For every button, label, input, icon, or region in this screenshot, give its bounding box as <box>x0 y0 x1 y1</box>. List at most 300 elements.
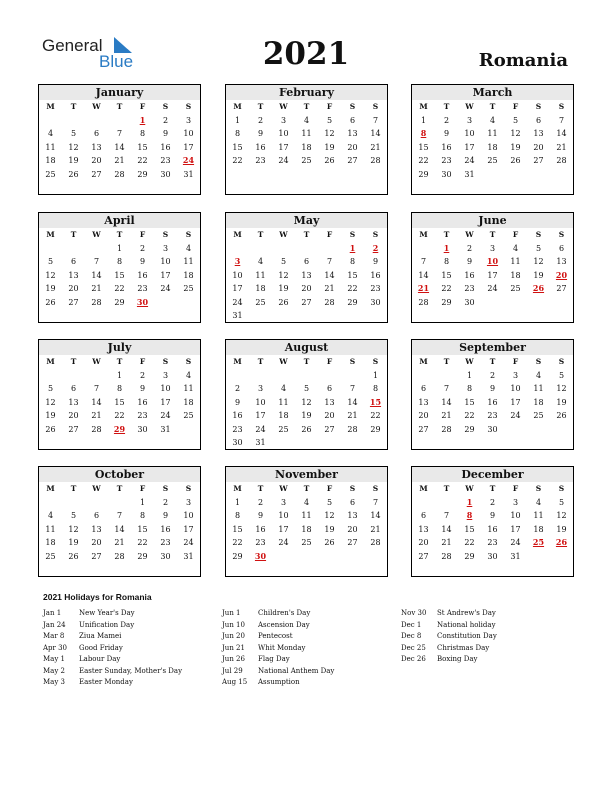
month-title: September <box>412 340 573 355</box>
weekday-label: S <box>535 357 542 366</box>
day-cell: 7 <box>93 257 100 266</box>
day-cell: 11 <box>45 142 56 152</box>
day-cell <box>504 423 527 437</box>
day-cell: 8 <box>116 257 123 266</box>
day-cell: 3 <box>466 115 473 125</box>
week-row <box>226 141 387 155</box>
day-cell: 28 <box>347 424 358 434</box>
day-cell: 13 <box>324 397 335 407</box>
weekday-label: W <box>92 102 101 111</box>
week-row <box>39 536 200 550</box>
day-cell: 20 <box>533 142 544 152</box>
weekday-label: F <box>139 357 146 366</box>
day-cell: 4 <box>47 129 54 138</box>
weekday-label: S <box>349 357 356 366</box>
day-cell: 16 <box>487 524 498 534</box>
holiday-name: New Year's Day <box>79 609 135 617</box>
week-row <box>39 396 200 410</box>
weekday-label: T <box>116 357 123 366</box>
month-may <box>225 212 388 323</box>
day-cell <box>295 550 318 564</box>
day-cell: 30 <box>441 169 452 179</box>
day-cell: 26 <box>510 156 521 165</box>
holiday-name: Good Friday <box>79 643 123 652</box>
day-cell: 14 <box>324 270 335 280</box>
week-row <box>412 550 573 564</box>
day-cell <box>62 114 85 128</box>
day-cell: 18 <box>45 156 56 165</box>
day-cell: 27 <box>301 297 312 307</box>
day-cell: 5 <box>535 243 542 253</box>
day-cell <box>527 168 550 182</box>
holiday-date: Mar 8 <box>43 632 65 640</box>
weekday-label: S <box>185 102 192 111</box>
day-cell <box>85 496 108 510</box>
day-cell: 25 <box>301 156 312 165</box>
week-row <box>412 396 573 410</box>
day-cell: 1 <box>466 370 473 380</box>
day-cell: 22 <box>464 411 475 420</box>
month-march <box>411 84 574 195</box>
day-cell: 27 <box>347 156 358 165</box>
holiday-date: Dec 25 <box>401 643 426 652</box>
day-cell: 5 <box>558 497 565 507</box>
holiday-name: Unification Day <box>79 620 135 629</box>
day-cell: 23 <box>441 156 452 165</box>
day-cell: 14 <box>91 270 102 280</box>
day-cell: 1 <box>234 497 241 507</box>
day-cell: 15 <box>137 142 148 152</box>
day-cell: 25 <box>301 538 312 547</box>
day-cell: 27 <box>324 424 335 434</box>
day-cell: 6 <box>70 384 77 393</box>
day-cell: 30 <box>487 424 498 434</box>
day-cell: 7 <box>349 384 356 393</box>
day-cell: 21 <box>114 156 125 165</box>
week-row <box>39 269 200 283</box>
day-cell: 26 <box>324 538 335 547</box>
day-cell <box>364 550 387 564</box>
holiday-day-cell: 30 <box>254 550 267 561</box>
day-cell: 23 <box>160 538 171 547</box>
weekday-label: W <box>465 484 474 493</box>
day-cell: 21 <box>370 142 381 152</box>
day-cell <box>527 296 550 310</box>
day-cell: 31 <box>232 311 243 320</box>
holiday-entry <box>222 620 334 632</box>
day-cell <box>364 436 387 450</box>
weekday-header <box>39 355 200 369</box>
day-cell: 8 <box>443 257 450 266</box>
weekday-header <box>226 355 387 369</box>
holiday-entry <box>222 654 334 666</box>
week-row <box>39 382 200 396</box>
weekday-header <box>226 100 387 114</box>
holiday-name: Christmas Day <box>437 643 490 652</box>
day-cell: 18 <box>45 538 56 547</box>
holiday-entry <box>43 677 182 689</box>
month-august <box>225 339 388 450</box>
week-row <box>39 127 200 141</box>
day-cell: 5 <box>326 115 333 125</box>
day-cell: 17 <box>278 524 289 534</box>
day-cell: 29 <box>114 297 125 307</box>
day-cell: 7 <box>116 129 123 138</box>
weekday-label: F <box>326 230 333 239</box>
day-cell: 25 <box>183 411 194 420</box>
week-row <box>412 523 573 537</box>
day-cell <box>85 369 108 383</box>
day-cell <box>108 114 131 128</box>
month-title: March <box>412 85 573 100</box>
day-cell: 7 <box>372 497 379 507</box>
day-cell <box>272 550 295 564</box>
week-row <box>39 423 200 437</box>
day-cell: 24 <box>232 297 243 307</box>
day-cell: 16 <box>464 270 475 280</box>
holiday-entry <box>43 631 182 643</box>
day-cell: 27 <box>533 156 544 165</box>
calendar-year: 2021 <box>262 36 350 72</box>
weekday-label: S <box>535 102 542 111</box>
day-cell: 15 <box>137 524 148 534</box>
day-cell: 5 <box>70 511 77 520</box>
day-cell: 12 <box>301 397 312 407</box>
week-row <box>39 509 200 523</box>
week-row <box>226 296 387 310</box>
holiday-entry <box>222 643 334 655</box>
day-cell <box>412 242 435 256</box>
day-cell: 29 <box>418 169 429 179</box>
day-cell <box>504 168 527 182</box>
weekday-header <box>412 355 573 369</box>
day-cell: 28 <box>91 297 102 307</box>
day-cell: 18 <box>255 284 266 293</box>
week-row <box>412 536 573 550</box>
day-cell: 18 <box>487 142 498 152</box>
day-cell: 11 <box>533 511 544 520</box>
holiday-date: Jun 10 <box>222 620 245 629</box>
weekday-label: S <box>372 357 379 366</box>
day-cell: 6 <box>558 243 565 253</box>
day-cell: 7 <box>93 384 100 393</box>
weekday-label: W <box>279 357 288 366</box>
holiday-name: St Andrew's Day <box>437 609 496 617</box>
week-row <box>39 550 200 564</box>
month-april <box>38 212 201 323</box>
weekday-label: W <box>465 230 474 239</box>
weekday-header <box>412 228 573 242</box>
day-cell: 19 <box>68 156 79 165</box>
weekday-label: S <box>162 102 169 111</box>
day-cell: 30 <box>137 424 148 434</box>
holiday-date: Jan 24 <box>43 620 66 629</box>
day-cell: 24 <box>278 538 289 547</box>
day-cell: 30 <box>160 169 171 179</box>
weekday-label: M <box>46 357 55 366</box>
day-cell <box>364 309 387 323</box>
day-cell: 14 <box>441 524 452 534</box>
day-cell: 15 <box>464 524 475 534</box>
weekday-label: W <box>92 230 101 239</box>
day-cell: 17 <box>510 524 521 534</box>
holiday-day-cell: 1 <box>349 242 356 253</box>
week-row <box>226 523 387 537</box>
week-row <box>412 369 573 383</box>
day-cell: 29 <box>137 169 148 179</box>
day-cell <box>295 436 318 450</box>
day-cell <box>527 550 550 564</box>
day-cell: 28 <box>370 538 381 547</box>
holiday-entry <box>401 631 497 643</box>
day-cell: 6 <box>535 115 542 125</box>
holiday-name: Pentecost <box>258 632 293 640</box>
day-cell: 2 <box>466 243 473 253</box>
weekday-header <box>226 228 387 242</box>
day-cell: 27 <box>91 169 102 179</box>
day-cell <box>108 496 131 510</box>
week-row <box>412 382 573 396</box>
day-cell: 23 <box>487 538 498 547</box>
week-row <box>226 536 387 550</box>
day-cell: 13 <box>347 129 358 138</box>
day-cell: 8 <box>466 384 473 393</box>
week-row <box>39 141 200 155</box>
holiday-day-cell: 15 <box>369 396 382 407</box>
country-name: Romania <box>478 50 568 71</box>
week-row <box>39 255 200 269</box>
holiday-name: Easter Monday <box>79 678 133 686</box>
day-cell: 17 <box>183 524 194 534</box>
day-cell: 2 <box>489 497 496 507</box>
week-row <box>226 509 387 523</box>
logo-text-blue: Blue <box>99 52 134 71</box>
weekday-label: T <box>489 102 496 111</box>
day-cell: 15 <box>114 270 125 280</box>
weekday-label: F <box>512 357 519 366</box>
weekday-label: S <box>162 484 169 493</box>
week-row <box>226 423 387 437</box>
day-cell: 30 <box>232 438 243 447</box>
day-cell: 19 <box>278 284 289 293</box>
day-cell: 26 <box>301 424 312 434</box>
weekday-label: S <box>558 484 565 493</box>
holiday-day-cell: 8 <box>466 510 473 520</box>
weekday-label: T <box>70 357 77 366</box>
day-cell: 30 <box>487 551 498 561</box>
weekday-label: T <box>116 484 123 493</box>
day-cell: 8 <box>139 129 146 138</box>
day-cell: 29 <box>464 424 475 434</box>
weekday-label: S <box>349 484 356 493</box>
day-cell: 17 <box>160 397 171 407</box>
weekday-label: M <box>46 230 55 239</box>
day-cell: 23 <box>464 284 475 293</box>
day-cell: 22 <box>137 156 148 165</box>
holiday-day-cell: 26 <box>555 537 568 547</box>
day-cell: 9 <box>162 511 169 520</box>
weekday-label: F <box>139 102 146 111</box>
week-row <box>412 168 573 182</box>
day-cell: 13 <box>556 257 567 266</box>
day-cell: 4 <box>489 115 496 125</box>
day-cell <box>177 296 200 310</box>
week-row <box>39 282 200 296</box>
day-cell: 19 <box>533 270 544 280</box>
weekday-label: F <box>512 102 519 111</box>
day-cell <box>341 550 364 564</box>
holiday-entry <box>222 608 334 620</box>
weekday-label: T <box>303 102 310 111</box>
weekday-label: T <box>443 484 450 493</box>
day-cell: 3 <box>280 115 287 125</box>
holiday-day-cell: 29 <box>113 423 126 434</box>
weekday-label: S <box>372 102 379 111</box>
day-cell: 9 <box>257 129 264 138</box>
day-cell: 11 <box>301 129 312 138</box>
day-cell: 25 <box>45 169 56 179</box>
weekday-label: S <box>558 357 565 366</box>
weekday-label: T <box>489 357 496 366</box>
week-row <box>412 127 573 141</box>
day-cell <box>177 423 200 437</box>
week-row <box>39 242 200 256</box>
weekday-label: F <box>512 484 519 493</box>
holiday-day-cell: 26 <box>532 283 545 293</box>
day-cell: 3 <box>162 370 169 380</box>
day-cell <box>39 369 62 383</box>
day-cell: 25 <box>45 551 56 561</box>
day-cell: 13 <box>418 397 429 407</box>
day-cell: 3 <box>512 497 519 507</box>
day-cell: 3 <box>512 370 519 380</box>
day-cell <box>62 242 85 256</box>
day-cell <box>249 369 272 383</box>
day-cell: 10 <box>510 384 521 393</box>
day-cell: 23 <box>255 156 266 165</box>
weekday-label: T <box>443 357 450 366</box>
day-cell: 10 <box>255 397 266 407</box>
day-cell: 12 <box>68 142 79 152</box>
day-cell <box>272 436 295 450</box>
day-cell: 20 <box>347 524 358 534</box>
day-cell: 18 <box>533 397 544 407</box>
weekday-label: T <box>257 484 264 493</box>
week-row <box>412 409 573 423</box>
day-cell: 20 <box>91 538 102 547</box>
day-cell: 13 <box>91 524 102 534</box>
holiday-list <box>43 592 583 686</box>
holiday-name: Constitution Day <box>437 632 497 640</box>
day-cell: 1 <box>420 115 427 125</box>
day-cell: 14 <box>418 270 429 280</box>
day-cell <box>550 296 573 310</box>
weekday-header <box>226 482 387 496</box>
day-cell <box>272 309 295 323</box>
holiday-date: Jul 29 <box>222 666 243 675</box>
week-row <box>226 550 387 564</box>
month-december <box>411 466 574 577</box>
day-cell: 21 <box>324 284 335 293</box>
day-cell: 27 <box>556 284 567 293</box>
day-cell: 30 <box>160 551 171 561</box>
weekday-label: M <box>46 102 55 111</box>
day-cell: 7 <box>443 384 450 393</box>
weekday-label: S <box>535 484 542 493</box>
weekday-label: S <box>185 484 192 493</box>
weekday-label: W <box>279 484 288 493</box>
weekday-label: F <box>326 484 333 493</box>
day-cell: 26 <box>556 411 567 420</box>
day-cell: 11 <box>183 384 194 393</box>
day-cell <box>295 369 318 383</box>
day-cell <box>62 496 85 510</box>
day-cell: 21 <box>441 411 452 420</box>
holiday-day-cell: 1 <box>466 496 473 507</box>
week-row <box>39 523 200 537</box>
month-title: October <box>39 467 200 482</box>
weekday-label: S <box>558 102 565 111</box>
day-cell: 28 <box>418 297 429 307</box>
day-cell: 28 <box>441 551 452 561</box>
day-cell: 9 <box>257 511 264 520</box>
month-february <box>225 84 388 195</box>
holiday-entry <box>43 666 182 678</box>
holiday-name: Assumption <box>258 678 300 686</box>
week-row <box>226 369 387 383</box>
day-cell: 24 <box>160 284 171 293</box>
day-cell <box>154 296 177 310</box>
day-cell: 6 <box>70 257 77 266</box>
month-november <box>225 466 388 577</box>
day-cell: 12 <box>324 511 335 520</box>
day-cell: 6 <box>420 511 427 520</box>
week-row <box>226 242 387 256</box>
day-cell: 15 <box>114 397 125 407</box>
day-cell: 14 <box>347 397 358 407</box>
day-cell <box>39 496 62 510</box>
day-cell: 27 <box>91 551 102 561</box>
holiday-day-cell: 3 <box>234 256 241 266</box>
day-cell: 22 <box>464 538 475 547</box>
day-cell: 14 <box>441 397 452 407</box>
day-cell: 29 <box>370 424 381 434</box>
weekday-label: S <box>162 357 169 366</box>
day-cell: 22 <box>232 156 243 165</box>
week-row <box>226 436 387 450</box>
day-cell: 29 <box>232 551 243 561</box>
weekday-label: T <box>443 102 450 111</box>
day-cell: 28 <box>324 297 335 307</box>
day-cell <box>318 436 341 450</box>
weekday-header <box>39 482 200 496</box>
day-cell: 4 <box>185 370 192 380</box>
day-cell <box>318 309 341 323</box>
day-cell: 9 <box>466 257 473 266</box>
day-cell: 7 <box>116 511 123 520</box>
day-cell: 4 <box>535 370 542 380</box>
day-cell: 24 <box>510 411 521 420</box>
day-cell: 14 <box>114 142 125 152</box>
day-cell <box>85 114 108 128</box>
day-cell: 9 <box>443 129 450 138</box>
day-cell: 19 <box>301 411 312 420</box>
day-cell: 11 <box>487 129 498 138</box>
day-cell: 27 <box>68 424 79 434</box>
day-cell: 19 <box>556 397 567 407</box>
day-cell: 17 <box>232 284 243 293</box>
day-cell: 12 <box>324 129 335 138</box>
